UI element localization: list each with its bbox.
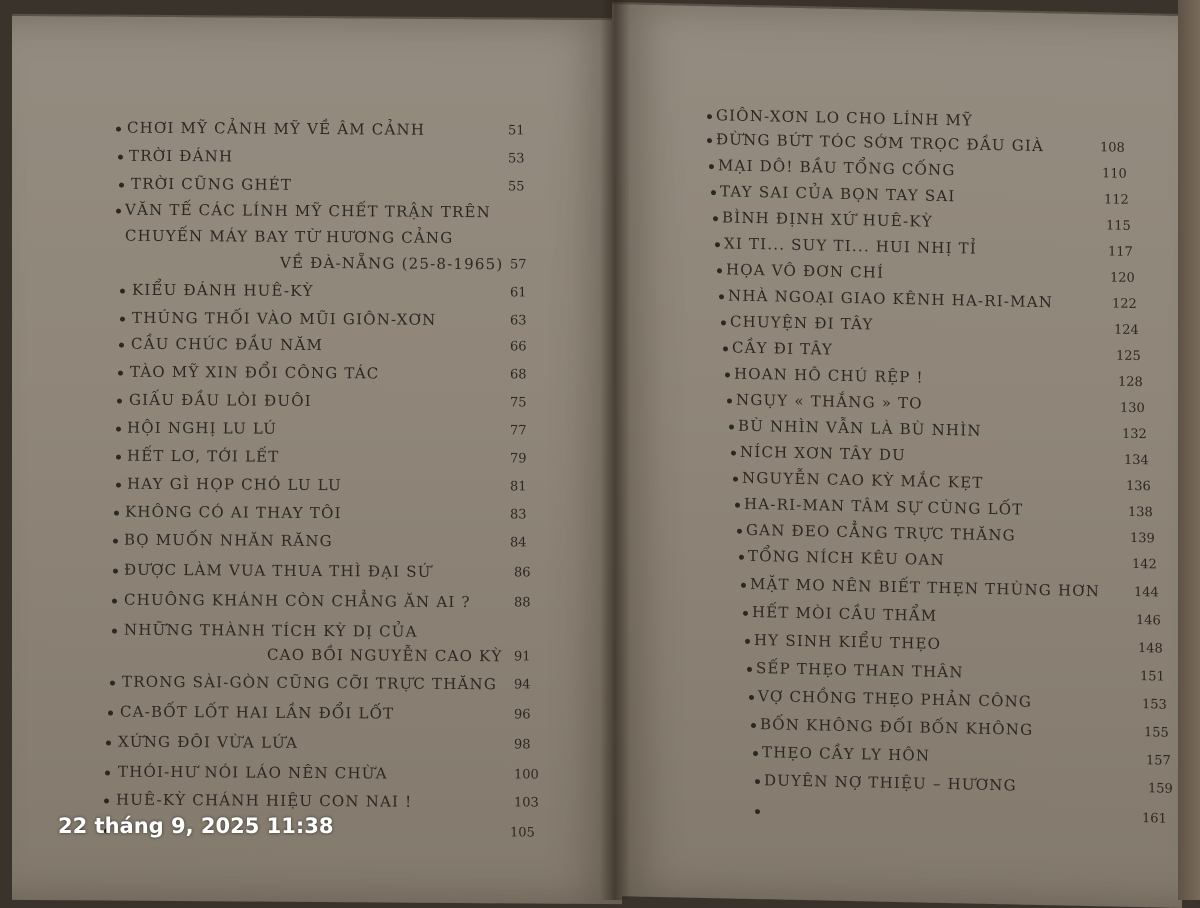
bullet-dot-icon — [733, 477, 738, 482]
toc-page-number: 83 — [510, 507, 527, 523]
toc-entry-title: NÍCH XƠN TÂY DU — [740, 442, 906, 465]
left-toc-entry — [12, 146, 622, 172]
left-toc-entry — [12, 118, 622, 144]
toc-page-number: 151 — [1140, 669, 1165, 685]
toc-page-number: 134 — [1124, 452, 1149, 469]
left-toc-entry — [12, 280, 622, 306]
toc-entry-title: TỔNG NÍCH KÊU OAN — [748, 546, 945, 570]
bullet-dot-icon — [735, 503, 740, 508]
toc-page-number: 66 — [510, 339, 527, 355]
left-toc-entry — [12, 620, 622, 646]
toc-page-number: 148 — [1138, 641, 1163, 657]
bullet-dot-icon — [120, 289, 125, 294]
left-toc-entry — [12, 362, 622, 388]
toc-entry-title: HỘI NGHỊ LU LÚ — [127, 418, 278, 438]
left-toc-entry — [12, 702, 622, 728]
toc-entry-title: CHUÔNG KHÁNH CÒN CHẲNG ĂN AI ? — [124, 590, 471, 612]
toc-page-number: 53 — [508, 151, 525, 167]
toc-entry-title: CAO BỒI NGUYỄN CAO KỲ — [267, 645, 503, 666]
left-toc-entry — [12, 732, 622, 758]
bullet-dot-icon — [119, 343, 124, 348]
toc-page-number: 112 — [1104, 192, 1129, 208]
toc-page-number: 91 — [514, 649, 531, 665]
toc-entry-title: MẶT MO NÊN BIẾT THẸN THÙNG HƠN — [750, 574, 1101, 601]
toc-entry-title: GAN ĐEO CẲNG TRỰC THĂNG — [746, 520, 1016, 545]
bullet-dot-icon — [743, 611, 748, 616]
left-toc-entry — [12, 390, 622, 416]
toc-entry-title: VĂN TẾ CÁC LÍNH MỸ CHẾT TRẬN TRÊN — [125, 200, 492, 222]
toc-entry-title: HỌA VÔ ĐƠN CHÍ — [726, 260, 885, 282]
bullet-dot-icon — [731, 451, 736, 456]
left-toc-entry — [12, 174, 622, 200]
toc-entry-title: BỐN KHÔNG ĐỐI BỐN KHÔNG — [760, 715, 1034, 739]
bullet-dot-icon — [114, 511, 119, 516]
toc-entry-title: CHUYỆN ĐI TÂY — [730, 312, 874, 334]
toc-page-number: 96 — [514, 707, 531, 723]
toc-page-number: 55 — [508, 179, 525, 195]
toc-entry-title: ĐƯỢC LÀM VUA THUA THÌ ĐẠI SỨ — [124, 560, 432, 581]
toc-page-number: 84 — [510, 535, 527, 551]
toc-entry-title: XI TI... SUY TI... HUI NHỊ TỈ — [724, 234, 978, 258]
toc-entry-title: HA-RI-MAN TÂM SỰ CÙNG LỐT — [744, 494, 1024, 519]
left-toc-entry — [12, 762, 622, 788]
left-toc-entry — [12, 334, 622, 360]
toc-entry-title: TRỜI ĐÁNH — [129, 146, 234, 166]
photo-timestamp: 22 tháng 9, 2025 11:38 — [58, 814, 334, 838]
bullet-dot-icon — [725, 372, 730, 377]
left-toc-entry — [12, 252, 622, 278]
toc-page-number: 142 — [1132, 556, 1157, 573]
toc-entry-title: TRONG SÀI-GÒN CŨNG CỠI TRỰC THĂNG — [122, 672, 498, 694]
left-toc-entry — [12, 308, 622, 334]
bullet-dot-icon — [116, 209, 121, 214]
left-toc-entry — [12, 446, 622, 472]
bullet-dot-icon — [112, 599, 117, 604]
toc-page-number: 115 — [1106, 218, 1131, 234]
toc-entry-title: NGUYỄN CAO KỲ MẮC KẸT — [742, 468, 984, 492]
left-toc-entry — [12, 474, 622, 500]
toc-entry-title: CHƠI MỸ CẢNH MỸ VỀ ÂM CẢNH — [127, 118, 426, 139]
toc-entry-title: HẾT MÒI CẦU THẨM — [752, 602, 938, 625]
bullet-dot-icon — [755, 809, 760, 814]
left-toc-entry — [12, 200, 622, 226]
bullet-dot-icon — [707, 138, 712, 143]
toc-page-number: 61 — [510, 285, 527, 301]
bullet-dot-icon — [711, 190, 716, 195]
left-toc-entry — [12, 502, 622, 528]
bullet-dot-icon — [117, 399, 122, 404]
bullet-dot-icon — [723, 346, 728, 351]
bullet-dot-icon — [116, 483, 121, 488]
bullet-dot-icon — [119, 183, 124, 188]
toc-entry-title: THÚNG THỐI VÀO MŨI GIÔN-XƠN — [132, 308, 437, 329]
toc-page-number: 94 — [514, 677, 531, 693]
toc-entry-title: XỨNG ĐÔI VỪA LỨA — [118, 732, 299, 752]
bullet-dot-icon — [745, 639, 750, 644]
toc-page-number: 132 — [1122, 426, 1147, 443]
toc-page-number: 130 — [1120, 400, 1145, 417]
toc-entry-title: HUÊ-KỲ CHÁNH HIỆU CON NAI ! — [116, 790, 413, 811]
bullet-dot-icon — [709, 164, 714, 169]
bullet-dot-icon — [112, 629, 117, 634]
left-toc-entry — [12, 418, 622, 444]
toc-entry-title: BÌNH ĐỊNH XỨ HUÊ-KỲ — [722, 208, 933, 231]
toc-page-number: 117 — [1108, 244, 1133, 260]
bullet-dot-icon — [118, 155, 123, 160]
left-toc-entry — [12, 644, 622, 670]
bullet-dot-icon — [721, 320, 726, 325]
page-edge — [1178, 0, 1200, 900]
bullet-dot-icon — [113, 569, 118, 574]
toc-entry-title: CẦU CHÚC ĐẦU NĂM — [131, 334, 324, 355]
bullet-dot-icon — [719, 294, 724, 299]
bullet-dot-icon — [715, 242, 720, 247]
toc-page-number: 81 — [510, 479, 527, 495]
toc-entry-title: KHÔNG CÓ AI THAY TÔI — [125, 502, 342, 523]
left-page — [12, 14, 622, 904]
toc-page-number: 63 — [510, 313, 527, 329]
bullet-dot-icon — [707, 114, 712, 119]
bullet-dot-icon — [110, 681, 115, 686]
bullet-dot-icon — [116, 127, 121, 132]
right-toc-entry — [612, 768, 1182, 802]
toc-entry-title: HY SINH KIỂU THẸO — [754, 631, 942, 653]
toc-entry-title: CẦY ĐI TÂY — [732, 338, 834, 359]
bullet-dot-icon — [105, 771, 110, 776]
toc-entry-title: BÙ NHÌN VẪN LÀ BÙ NHÌN — [738, 416, 982, 440]
toc-entry-title: SẾP THẸO THAN THÂN — [756, 659, 964, 682]
toc-page-number: 124 — [1114, 322, 1139, 339]
bullet-dot-icon — [737, 529, 742, 534]
left-toc-entry — [12, 226, 622, 252]
toc-entry-title: CHUYẾN MÁY BAY TỪ HƯƠNG CẢNG — [125, 226, 454, 247]
toc-page-number: 157 — [1146, 753, 1171, 769]
toc-page-number: 125 — [1116, 348, 1141, 365]
toc-entry-title: BỌ MUỐN NHĂN RĂNG — [124, 530, 333, 551]
bullet-dot-icon — [104, 799, 109, 804]
toc-page-number: 120 — [1110, 270, 1135, 286]
toc-page-number: 110 — [1102, 166, 1127, 182]
toc-page-number: 57 — [510, 257, 527, 273]
bullet-dot-icon — [727, 398, 732, 403]
toc-entry-title: CA-BỐT LỐT HAI LẦN ĐỔI LỐT — [120, 702, 395, 723]
bullet-dot-icon — [116, 427, 121, 432]
toc-entry-title: TRỜI CŨNG GHÉT — [131, 174, 293, 194]
bullet-dot-icon — [729, 424, 734, 429]
toc-entry-title: TAY SAI CỦA BỌN TAY SAI — [720, 182, 956, 206]
toc-entry-title: THÓI-HƯ NÓI LÁO NÊN CHỪA — [118, 762, 388, 783]
bullet-dot-icon — [753, 751, 758, 756]
toc-page-number: 144 — [1134, 584, 1159, 601]
toc-page-number: 98 — [514, 737, 531, 753]
toc-entry-title: GIÔN-XƠN LO CHO LÍNH MỸ — [716, 106, 974, 130]
toc-entry-title: TÀO MỸ XIN ĐỔI CÔNG TÁC — [130, 362, 380, 383]
toc-page-number: 108 — [1100, 140, 1125, 156]
toc-entry-title: ĐỪNG BỨT TÓC SỚM TRỌC ĐẦU GIÀ — [716, 130, 1045, 156]
bullet-dot-icon — [118, 371, 123, 376]
toc-entry-title: VỢ CHỒNG THẸO PHẢN CÔNG — [758, 687, 1033, 711]
toc-entry-title: HOAN HÔ CHÚ RỆP ! — [734, 364, 924, 387]
bullet-dot-icon — [739, 555, 744, 560]
toc-page-number: 139 — [1130, 530, 1155, 547]
toc-page-number: 128 — [1118, 374, 1143, 391]
toc-page-number: 138 — [1128, 504, 1153, 521]
toc-page-number: 68 — [510, 367, 527, 383]
left-toc-entry — [12, 672, 622, 698]
bullet-dot-icon — [749, 695, 754, 700]
toc-page-number: 161 — [1142, 811, 1167, 827]
toc-entry-title: NHỮNG THÀNH TÍCH KỲ DỊ CỦA — [124, 620, 418, 641]
toc-page-number: 100 — [514, 767, 539, 783]
toc-page-number: 79 — [510, 451, 527, 467]
bullet-dot-icon — [717, 268, 722, 273]
bullet-dot-icon — [755, 779, 760, 784]
toc-entry-title: NGỤY « THẮNG » TO — [736, 390, 923, 413]
left-toc-entry — [12, 590, 622, 616]
toc-page-number: 51 — [508, 123, 525, 139]
toc-page-number: 159 — [1148, 781, 1173, 797]
toc-entry-title: HAY GÌ HỌP CHÓ LU LU — [127, 474, 342, 495]
toc-page-number: 155 — [1144, 725, 1169, 741]
bullet-dot-icon — [751, 723, 756, 728]
bullet-dot-icon — [741, 583, 746, 588]
toc-entry-title: KIỂU ĐÁNH HUÊ-KỲ — [132, 280, 314, 300]
toc-entry-title: DUYÊN NỢ THIỆU – HƯƠNG — [764, 771, 1017, 795]
toc-entry-title: THẸO CẦY LY HÔN — [762, 743, 931, 765]
bullet-dot-icon — [747, 667, 752, 672]
bullet-dot-icon — [113, 539, 118, 544]
book-gutter — [600, 0, 630, 900]
toc-entry-title: VỀ ĐÀ-NẴNG (25-8-1965) — [280, 253, 504, 274]
bullet-dot-icon — [116, 455, 121, 460]
left-toc-entry — [12, 560, 622, 586]
bullet-dot-icon — [120, 317, 125, 322]
toc-page-number: 86 — [514, 565, 531, 581]
bullet-dot-icon — [713, 216, 718, 221]
toc-page-number: 153 — [1142, 697, 1167, 713]
toc-entry-title: NHÀ NGOẠI GIAO KÊNH HA-RI-MAN — [728, 286, 1054, 312]
toc-page-number: 75 — [510, 395, 527, 411]
right-page — [612, 2, 1182, 908]
toc-page-number: 77 — [510, 423, 527, 439]
toc-page-number: 122 — [1112, 296, 1137, 313]
right-toc-entry — [612, 798, 1182, 832]
toc-page-number: 146 — [1136, 613, 1161, 629]
left-toc-entry — [12, 530, 622, 556]
toc-page-number: 105 — [510, 825, 535, 841]
toc-entry-title: HẾT LƠ, TỚI LẾT — [127, 446, 280, 466]
bullet-dot-icon — [108, 711, 113, 716]
toc-page-number: 103 — [514, 795, 539, 811]
bullet-dot-icon — [106, 741, 111, 746]
toc-entry-title: MẠI DÔ! BẦU TỔNG CỐNG — [718, 156, 956, 180]
toc-entry-title: GIẤU ĐẦU LÒI ĐUÔI — [129, 390, 312, 410]
toc-page-number: 88 — [514, 595, 531, 611]
left-toc-entry — [12, 790, 622, 816]
toc-page-number: 136 — [1126, 478, 1151, 495]
right-toc-list — [612, 4, 1182, 827]
